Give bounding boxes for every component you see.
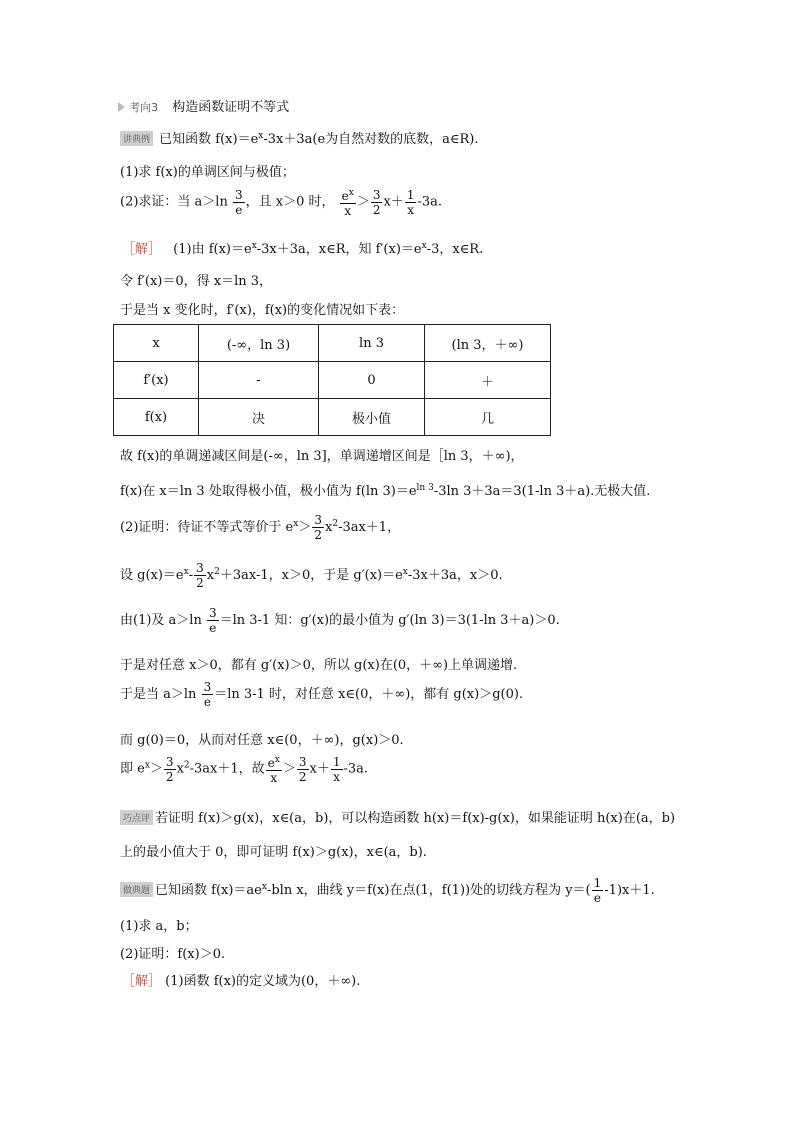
fraction: $\frac{1}{e}$ <box>593 876 602 905</box>
fraction: $\frac{3}{e}$ <box>234 187 243 217</box>
table-cell: f(x) <box>114 399 199 436</box>
solution-line-4: 故 f(x)的单调递减区间是(-∞，ln 3]，单调递增区间是［ln 3，＋∞)， <box>120 449 524 464</box>
solution-line-5: f(x)在 x＝ln 3 处取得极小值，极小值为 f(ln $3)=e^{ln 3}-3\ln$ 3＋3a＝3(1-ln 3＋a).无极大值. <box>120 483 651 499</box>
table-cell: ＋ <box>425 362 551 399</box>
example-part1: (1)求 f(x)的单调区间与极值； <box>120 165 295 180</box>
solution-tag: ［解］ <box>122 242 162 257</box>
fraction: $\frac{1}{x}$ <box>332 754 341 784</box>
table-cell: - <box>199 362 319 399</box>
solution-line-3: 于是当 x 变化时，f′(x)，f(x)的变化情况如下表： <box>120 303 405 318</box>
exercise-solution: ［解］ (1)函数 f(x)的定义域为(0，＋∞). <box>122 974 361 989</box>
fraction: $\frac{3}{e}$ <box>203 680 212 709</box>
proof-line-6: 而 g(0)＝0，从而对任意 x∈(0，＋∞)，g(x)＞0. <box>120 733 404 748</box>
solution-line-2: 令 f′(x)＝0，得 x＝ln 3， <box>120 274 273 289</box>
section-header <box>118 96 289 115</box>
exercise-q1: (1)求 a，b； <box>120 919 198 934</box>
section-title: 构造函数证明不等式 <box>172 100 290 115</box>
exercise-stem: 做典题 已知函数 $f(x)=ae^x$-bln x，曲线 y＝f(x)在点(1，f(1))处的切线方程为 y＝( $\frac{1}{e}$ -1)x＋1. <box>120 876 655 905</box>
example-badge: 讲典例 <box>120 131 153 146</box>
table-row <box>114 399 551 436</box>
solution-line-1: ［解］ (1)由 $f(x)=e^x-3x+3a$，x∈R，知 $f'(x)=e^x-3$，x∈R. <box>122 241 484 257</box>
remark-badge: 巧点评 <box>120 810 153 825</box>
example-stem: 讲典例 已知函数 $f(x)=e^x-3x+3a(e$为自然对数的底数，a∈R). <box>120 128 479 147</box>
exercise-q2: (2)证明：f(x)＞0. <box>120 947 226 962</box>
proof-line-7: 即 $e^x>$ $\frac{3}{2}$ $x^2-3ax+1$，故 $\frac{e^x}{x}$ ＞ $\frac{3}{2}$ x＋ $\frac{1}{x}$ -3a. <box>120 754 369 785</box>
table-cell: ln 3 <box>319 325 425 362</box>
table-cell: f′(x) <box>114 362 199 399</box>
table-cell: x <box>114 325 199 362</box>
fraction: $\frac{3}{2}$ <box>196 561 204 590</box>
example-part2: (2)求证：当 a＞ln $\frac{3}{e}$ ，且 x＞0 时， $\frac{e^x}{x}$ ＞ $\frac{3}{2}$ x＋ $\frac{1}{x}$ -3a. <box>120 187 442 218</box>
remark-line-2: 上的最小值大于 0，即可证明 f(x)＞g(x)，x∈(a，b). <box>120 845 427 860</box>
fraction: $\frac{3}{e}$ <box>208 606 217 635</box>
proof-line-2: 设 $g(x)=e^x-$ $\frac{3}{2}$ $x^2+3ax-1$，x＞0，于是 $g'(x)=e^x-3x+3a$，x＞0. <box>120 561 503 590</box>
table-cell: (-∞，ln 3) <box>199 325 319 362</box>
fraction: $\frac{1}{x}$ <box>406 187 415 217</box>
proof-line-5: 于是当 a＞ln $\frac{3}{e}$ ＝ln 3-1 时，对任意 x∈(0，＋∞)，都有 g(x)＞g(0). <box>120 680 524 709</box>
fraction: $\frac{e^x}{x}$ <box>267 755 280 785</box>
table-cell: (ln 3，＋∞) <box>425 325 551 362</box>
fraction: $\frac{3}{2}$ <box>298 754 307 784</box>
proof-line-3: 由(1)及 a＞ln $\frac{3}{e}$ ＝ln 3-1 知：g′(x)的最小值为 g′(ln 3)＝3(1-ln 3＋a)＞0. <box>120 606 560 635</box>
section-label: 考向3 <box>129 101 159 114</box>
table-cell: 0 <box>319 362 425 399</box>
table-cell: 极小值 <box>319 399 425 436</box>
remark-line-1: 巧点评 若证明 f(x)＞g(x)，x∈(a，b)，可以构造函数 h(x)＝f(x)-g(x)，如果能证明 h(x)在(a，b) <box>120 807 675 826</box>
variation-table <box>113 324 551 436</box>
exercise-solution-tag: ［解］ <box>122 974 162 989</box>
exercise-badge: 做典题 <box>120 882 153 897</box>
fraction: $\frac{3}{2}$ <box>314 513 322 542</box>
table-row <box>114 325 551 362</box>
triangle-marker-icon <box>118 102 125 112</box>
fraction: $\frac{3}{2}$ <box>165 754 174 784</box>
table-row <box>114 362 551 399</box>
proof-line-4: 于是对任意 x＞0，都有 g′(x)＞0，所以 g(x)在(0，＋∞)上单调递增. <box>120 658 518 673</box>
fraction: $\frac{3}{2}$ <box>372 187 381 217</box>
table-cell: 决 <box>199 399 319 436</box>
table-cell: 几 <box>425 399 551 436</box>
fraction: $\frac{e^x}{x}$ <box>341 188 354 218</box>
proof-line-1: (2)证明：待证不等式等价于 $e^x>$ $\frac{3}{2}$ $x^2-3ax+1$， <box>120 513 401 542</box>
